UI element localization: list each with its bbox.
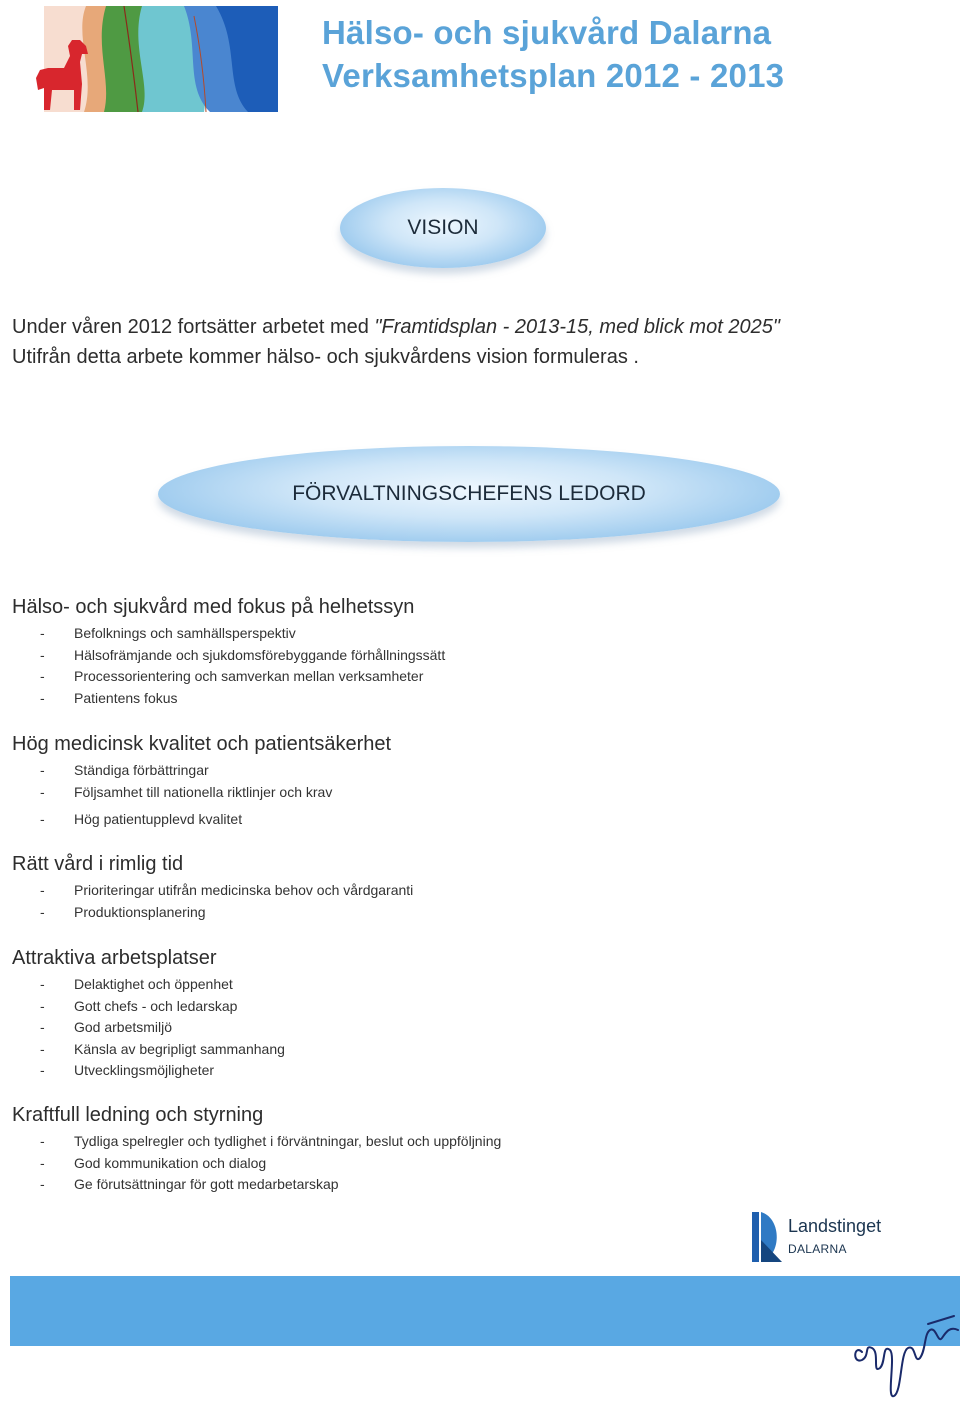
- list-item: [12, 668, 912, 690]
- section-heading: Rätt vård i rimlig tid: [12, 853, 184, 875]
- list-dash: -: [40, 1133, 45, 1149]
- list-item: [12, 1062, 912, 1084]
- list-dash: -: [40, 976, 45, 992]
- list-item: [12, 1019, 912, 1041]
- vision-heading: VISION: [407, 216, 479, 239]
- list-item: [12, 762, 912, 784]
- landstinget-logo: [752, 1210, 882, 1266]
- list-item: [12, 882, 912, 904]
- list-dash: -: [40, 1154, 45, 1171]
- list-item-text: Delaktighet och öppenhet: [74, 976, 233, 992]
- list-item-text: Tydliga spelregler och tydlighet i förväntningar, beslut och uppföljning: [74, 1133, 502, 1149]
- list-item-text: Gott chefs - och ledarskap: [74, 997, 238, 1014]
- list-dash: -: [40, 997, 45, 1014]
- section-heading: Attraktiva arbetsplatser: [12, 947, 217, 969]
- list-item: [12, 998, 912, 1020]
- section-helhetssyn: [12, 596, 912, 711]
- logo-text-dalarna: DALARNA: [788, 1242, 847, 1256]
- list-item: [12, 690, 912, 712]
- list-dash: -: [40, 646, 45, 663]
- list-dash: -: [40, 689, 45, 706]
- list-item-text: Utvecklingsmöjligheter: [74, 1062, 215, 1078]
- list-item-text: God kommunikation och dialog: [74, 1154, 267, 1171]
- list-item-text: Ge förutsättningar för gott medarbetarskap: [74, 1176, 339, 1192]
- logo-text-landstinget: Landstinget: [788, 1216, 882, 1236]
- list-item-text: Följsamhet till nationella riktlinjer och krav: [74, 783, 333, 800]
- list-item-text: Processorientering och samverkan mellan verksamheter: [74, 668, 424, 684]
- ledord-heading: FÖRVALTNINGSCHEFENS LEDORD: [292, 482, 646, 505]
- list-dash: -: [40, 811, 45, 827]
- list-item-text: Ständiga förbättringar: [74, 762, 209, 778]
- list-item: [12, 647, 912, 669]
- vision-heading-pill: [340, 188, 546, 268]
- list-item: [12, 1155, 912, 1177]
- list-dash: -: [40, 668, 45, 684]
- list-dash: -: [40, 1040, 45, 1057]
- list-item-text: Hög patientupplevd kvalitet: [74, 811, 243, 827]
- handwritten-signature: [850, 1304, 960, 1404]
- ledord-heading-pill: [158, 446, 780, 542]
- list-item: [12, 1041, 912, 1063]
- list-item: [12, 1176, 912, 1198]
- section-arbetsplatser: [12, 947, 912, 1084]
- vision-intro-prefix: Under våren 2012 fortsätter arbetet med: [12, 316, 375, 338]
- vision-intro-line1: [12, 316, 780, 339]
- list-item: [12, 811, 912, 833]
- list-item-text: Känsla av begripligt sammanhang: [74, 1040, 285, 1057]
- list-dash: -: [40, 625, 45, 641]
- list-item: [12, 976, 912, 998]
- list-item-text: Produktionsplanering: [74, 903, 206, 920]
- list-item: [12, 904, 912, 926]
- list-item-text: Prioriteringar utifrån medicinska behov och vårdgaranti: [74, 882, 414, 898]
- list-dash: -: [40, 1062, 45, 1078]
- footer-color-bar: [10, 1276, 960, 1346]
- header-artwork: [34, 6, 278, 112]
- section-medicinsk-kvalitet: [12, 733, 912, 833]
- list-item: [12, 625, 912, 647]
- section-heading: Hög medicinsk kvalitet och patientsäkerhet: [12, 733, 392, 755]
- section-heading: Kraftfull ledning och styrning: [12, 1104, 264, 1126]
- list-item-text: Hälsofrämjande och sjukdomsförebyggande förhållningssätt: [74, 646, 446, 663]
- list-dash: -: [40, 783, 45, 800]
- list-item-text: Patientens fokus: [74, 689, 178, 706]
- vision-intro-plan-title: "Framtidsplan - 2013-15, med blick mot 2025": [374, 316, 780, 338]
- list-dash: -: [40, 762, 45, 778]
- list-dash: -: [40, 1019, 45, 1035]
- list-dash: -: [40, 882, 45, 898]
- section-ledning-styrning: [12, 1104, 912, 1198]
- list-item: [12, 1133, 912, 1155]
- vision-intro-line2: Utifrån detta arbete kommer hälso- och sjukvårdens vision formuleras .: [12, 346, 639, 368]
- section-heading: Hälso- och sjukvård med fokus på helhetssyn: [12, 596, 415, 618]
- landstinget-logo-icon: [752, 1212, 784, 1262]
- list-item: [12, 784, 912, 806]
- list-item-text: God arbetsmiljö: [74, 1019, 173, 1035]
- list-dash: -: [40, 1176, 45, 1192]
- document-title-line2: Verksamhetsplan 2012 - 2013: [322, 57, 785, 94]
- document-title-line1: Hälso- och sjukvård Dalarna: [322, 14, 772, 51]
- section-ratt-vard: [12, 853, 912, 925]
- list-dash: -: [40, 903, 45, 920]
- list-item-text: Befolknings och samhällsperspektiv: [74, 625, 296, 641]
